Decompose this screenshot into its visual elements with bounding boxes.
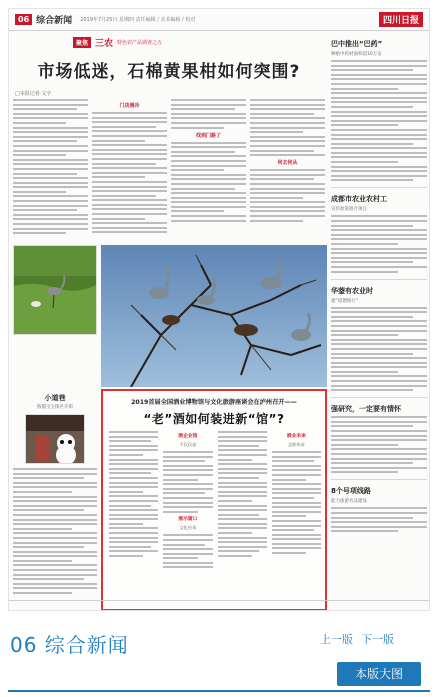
- paper-section-name: 综合新闻: [36, 16, 73, 26]
- page-navigation: [320, 631, 394, 647]
- column-subhead: 酒业未来: [286, 434, 306, 439]
- panda-street-photo[interactable]: [25, 414, 85, 464]
- column-subhead-sub: 文化传承: [179, 525, 197, 531]
- column-word: 三农: [95, 38, 114, 49]
- lead-article-body[interactable]: [13, 99, 325, 249]
- text-column: [218, 431, 267, 606]
- text-column: [109, 431, 158, 606]
- column-subhead: 何去何从: [277, 160, 298, 167]
- column-subhead: 找到门路了: [195, 132, 221, 139]
- newspaper-logo: 四川日报: [379, 12, 423, 27]
- paper-header: [9, 9, 429, 31]
- next-page-link[interactable]: 下一版: [361, 633, 394, 646]
- right-story-subhead: 种植中药材面积超10万亩: [331, 52, 382, 57]
- lead-article-header[interactable]: [13, 35, 325, 97]
- right-story-subhead: 建“道德银行”: [331, 298, 359, 304]
- column-subhead-sub: 不仅仅是: [179, 442, 197, 447]
- lead-byline: □本报记者 文字: [15, 91, 52, 97]
- nav-divider: [8, 690, 430, 692]
- highlighted-article[interactable]: [101, 389, 327, 611]
- view-full-page-button[interactable]: 本版大图: [337, 662, 421, 686]
- right-story-headline[interactable]: 巴中推出“巴药”: [331, 40, 383, 48]
- page-number-badge: 06: [15, 14, 32, 25]
- column-subhead: 酒企业馆: [178, 434, 198, 439]
- highlight-headline[interactable]: “老”酒如何装进新“馆”?: [143, 412, 285, 426]
- right-story-subhead: 能力旅游名品建设: [331, 499, 367, 505]
- herons-on-tree-photo[interactable]: [101, 245, 327, 387]
- column-text: 特色农产品调查之五: [117, 39, 163, 46]
- column-subhead-sub: 怎样传承: [287, 442, 305, 447]
- right-story-headline[interactable]: 华蓥有农业时: [331, 286, 373, 295]
- text-column: [250, 99, 325, 249]
- prev-page-link[interactable]: 上一版: [320, 633, 353, 646]
- newspaper-page-image[interactable]: [8, 8, 430, 611]
- right-story-subhead: 宣传政策推介项目: [331, 207, 367, 213]
- column-chip: 聚焦: [73, 37, 91, 48]
- sidebar-story-headline[interactable]: 小道巷: [44, 394, 66, 402]
- right-news-column: [331, 35, 427, 605]
- text-column: [92, 99, 167, 249]
- text-column: [272, 431, 321, 606]
- text-column: [13, 99, 88, 249]
- text-column: [163, 431, 212, 606]
- text-column: [171, 99, 246, 249]
- right-story-headline[interactable]: 成都市农业农村工: [331, 195, 387, 204]
- sidebar-story[interactable]: [13, 393, 97, 597]
- column-band: [13, 35, 325, 49]
- sidebar-story-subhead: 熊猫宝宝街区开街: [37, 405, 73, 410]
- lead-headline[interactable]: 市场低迷，石棉黄果柑如何突围?: [37, 62, 301, 82]
- highlight-body: [109, 431, 321, 606]
- column-subhead: 门店遇冷: [119, 103, 140, 109]
- column-subhead: 展示窗口: [178, 517, 198, 523]
- paper-meta: 2019年7月25日 星期四 责任编辑 / 美术编辑 / 校对: [80, 17, 196, 23]
- highlight-kicker: 2019首届全国酒业博物馆与文化旅游座谈会在泸州召开——: [131, 399, 297, 406]
- egret-field-photo[interactable]: [13, 245, 97, 335]
- paper-footer-strip: [9, 600, 429, 610]
- edition-section-title: 06 综合新闻: [10, 633, 129, 657]
- right-story-headline[interactable]: 8个号项线路: [331, 487, 371, 496]
- right-story-headline[interactable]: 强研究，一定要有情怀: [331, 405, 401, 414]
